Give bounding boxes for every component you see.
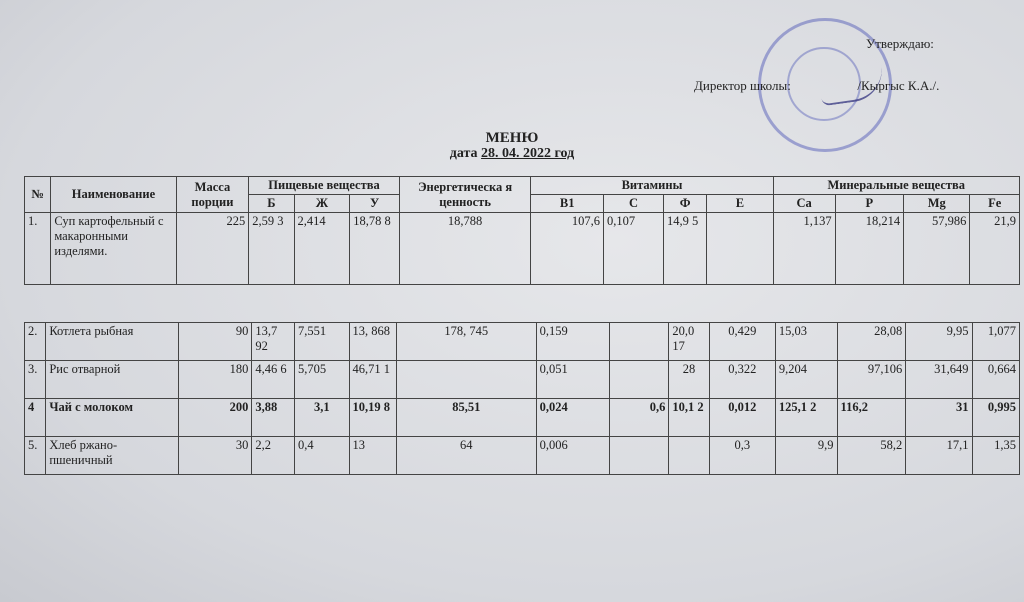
approve-label: Утверждаю: [866,36,934,51]
cell-e: 0,3 [709,437,775,475]
cell-c [610,437,669,475]
cell-mass: 90 [178,323,251,361]
sub-b1: В1 [531,195,604,213]
cell-mg: 17,1 [906,437,972,475]
cell-ca: 125,1 2 [775,399,837,437]
cell-no: 5. [25,437,46,475]
col-mass: Масса порции [176,177,249,213]
cell-u: 13, 868 [349,323,396,361]
sub-e: Е [707,195,773,213]
col-food: Пищевые вещества [249,177,400,195]
cell-no: 2. [25,323,46,361]
cell-p: 116,2 [837,399,906,437]
cell-mass: 30 [178,437,251,475]
cell-energy: 85,51 [396,399,536,437]
sub-zh: Ж [294,195,350,213]
cell-c [610,361,669,399]
cell-mg: 31,649 [906,361,972,399]
cell-zh: 7,551 [295,323,349,361]
cell-f [669,437,709,475]
cell-zh: 2,414 [294,213,350,285]
cell-zh: 0,4 [295,437,349,475]
cell-b1: 107,6 [531,213,604,285]
cell-energy: 64 [396,437,536,475]
cell-mg: 31 [906,399,972,437]
cell-name: Котлета рыбная [46,323,179,361]
cell-mg: 9,95 [906,323,972,361]
cell-f: 20,0 17 [669,323,709,361]
menu-title: МЕНЮ [485,130,539,146]
table-row [25,323,1020,361]
cell-u: 13 [349,437,396,475]
director-line [694,78,939,94]
menu-table-bottom [24,322,1020,475]
cell-c: 0,107 [604,213,664,285]
sub-b: Б [249,195,294,213]
cell-b1: 0,024 [536,399,609,437]
cell-fe: 0,995 [972,399,1019,437]
cell-f: 14,9 5 [664,213,707,285]
col-energy: Энергетическа я ценность [399,177,531,213]
cell-b: 4,46 6 [252,361,295,399]
cell-fe: 0,664 [972,361,1019,399]
col-name: Наименование [51,177,176,213]
cell-p: 18,214 [835,213,903,285]
cell-e: 0,429 [709,323,775,361]
cell-mass: 225 [176,213,249,285]
cell-name: Рис отварной [46,361,179,399]
sub-mg: Mg [904,195,970,213]
table-row [25,399,1020,437]
col-minerals: Минеральные вещества [773,177,1019,195]
cell-b: 13,7 92 [252,323,295,361]
director-label: Директор школы: [694,78,791,93]
cell-e: 0,322 [709,361,775,399]
cell-energy: 178, 745 [396,323,536,361]
cell-ca: 15,03 [775,323,837,361]
cell-f: 10,1 2 [669,399,709,437]
table-row [25,437,1020,475]
director-name: /Кыргыс К.А./. [857,78,940,93]
date-value: 28. 04. 2022 год [481,146,575,161]
cell-b: 2,59 3 [249,213,294,285]
cell-b: 2,2 [252,437,295,475]
cell-p: 97,106 [837,361,906,399]
cell-mg: 57,986 [904,213,970,285]
cell-u: 10,19 8 [349,399,396,437]
sub-u: У [350,195,399,213]
date-prefix: дата [449,146,478,161]
cell-no: 1. [25,213,51,285]
cell-u: 18,78 8 [350,213,399,285]
cell-fe: 21,9 [970,213,1020,285]
cell-mass: 200 [178,399,251,437]
cell-no: 4 [25,399,46,437]
sub-c: С [604,195,664,213]
cell-energy: 18,788 [399,213,531,285]
cell-e [707,213,773,285]
sub-ca: Са [773,195,835,213]
cell-u: 46,71 1 [349,361,396,399]
cell-b1: 0,006 [536,437,609,475]
cell-c: 0,6 [610,399,669,437]
cell-no: 3. [25,361,46,399]
cell-zh: 3,1 [295,399,349,437]
col-no: № [25,177,51,213]
cell-c [610,323,669,361]
cell-b1: 0,159 [536,323,609,361]
cell-p: 58,2 [837,437,906,475]
cell-ca: 1,137 [773,213,835,285]
sub-f: Ф [664,195,707,213]
cell-energy [396,361,536,399]
cell-fe: 1,077 [972,323,1019,361]
cell-name: Чай с молоком [46,399,179,437]
cell-f: 28 [669,361,709,399]
cell-p: 28,08 [837,323,906,361]
cell-ca: 9,9 [775,437,837,475]
cell-fe: 1,35 [972,437,1019,475]
menu-table-top [24,176,1020,285]
col-vitamins: Витамины [531,177,773,195]
cell-zh: 5,705 [295,361,349,399]
table-row [25,213,1020,285]
cell-mass: 180 [178,361,251,399]
cell-e: 0,012 [709,399,775,437]
cell-b: 3,88 [252,399,295,437]
cell-name: Суп картофельный с макаронными изделями. [51,213,176,285]
cell-name: Хлеб ржано-пшеничный [46,437,179,475]
sub-p: Р [835,195,903,213]
cell-ca: 9,204 [775,361,837,399]
cell-b1: 0,051 [536,361,609,399]
menu-date [0,146,1024,162]
sub-fe: Fe [970,195,1020,213]
table-row [25,361,1020,399]
